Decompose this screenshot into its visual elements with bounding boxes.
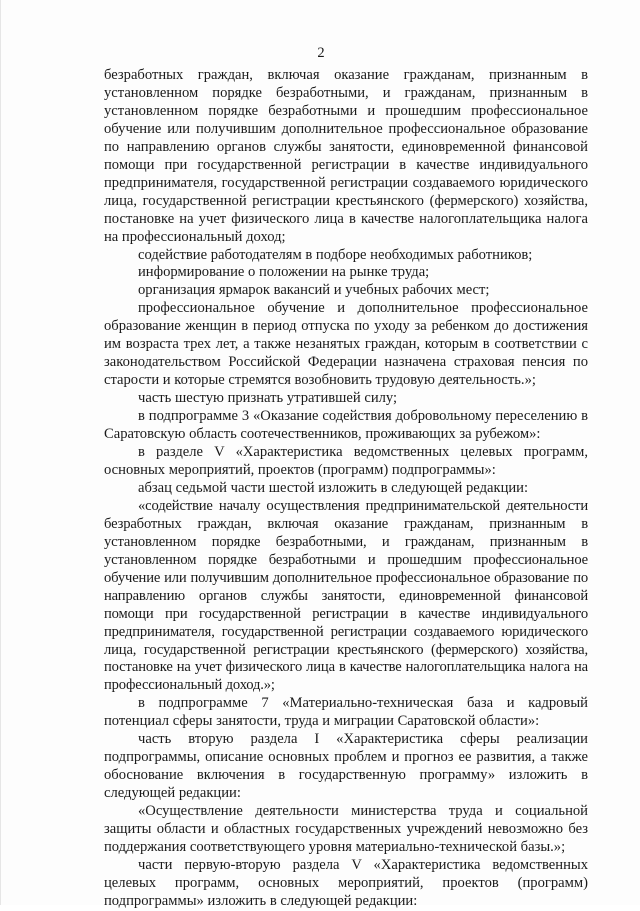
paragraph-4: организация ярмарок вакансий и учебных рабочих мест;: [138, 282, 490, 299]
paragraph-2: содействие работодателям в подборе необходимых работников;: [138, 246, 533, 263]
paragraph-14: части первую-вторую раздела V «Характеристика ведомственных целевых программ, основных мероприятий, проектов (программ) подпрограммы» изложить в следующей редакции:: [104, 856, 588, 909]
paragraph-10: «содействие началу осуществления предпринимательской деятельности безработных граждан, включая оказание гражданам, признанным в установленном порядке безработными, и гражданам, признанным в установленном порядке безработными и прошедшим профессиональное обучение или получившим дополнительное профессиональное образование по направлению органов службы занятости, единовременной финансовой помощи при государственной регистрации в качестве индивидуального предпринимателя, государственной регистрации создаваемого юридического лица, государственной регистрации крестьянского (фермерского) хозяйства, постановке на учет физического лица в качестве налогоплательщика налога на профессиональный доход.»;: [104, 497, 588, 694]
paragraph-12: часть вторую раздела I «Характеристика сферы реализации подпрограммы, описание основных проблем и прогноз ее развития, а также обоснование включения в государственную программу» изложить в следующей редакции:: [104, 731, 588, 802]
page-number: 2: [317, 45, 325, 61]
paragraph-1: безработных граждан, включая оказание гражданам, признанным в установленном порядке безработными, и гражданам, признанным в установленном порядке безработными и прошедшим профессиональное обучение или получившим дополнительное профессиональное образование по направлению органов службы занятости, единовременной финансовой помощи при государственной регистрации в качестве индивидуального предпринимателя, государственной регистрации создаваемого юридического лица, государственной регистрации крестьянского (фермерского) хозяйства, постановке на учет физического лица в качестве налогоплательщика налога на профессиональный доход;: [104, 67, 588, 245]
paragraph-11: в подпрограмме 7 «Материально-техническая база и кадровый потенциал сферы занятости, труда и миграции Саратовской области»:: [104, 695, 588, 730]
paragraph-7: в подпрограмме 3 «Оказание содействия добровольному переселению в Саратовскую область соотечественников, проживающих за рубежом»:: [104, 408, 588, 443]
paragraph-6: часть шестую признать утратившей силу;: [138, 390, 398, 407]
paragraph-13: «Осуществление деятельности министерства труда и социальной защиты области и областных государственных учреждений невозможно без поддержания соответствующего уровня материально-технической базы.»;: [104, 803, 588, 855]
paragraph-3: информирование о положении на рынке труда;: [138, 264, 430, 281]
paragraph-5: профессиональное обучение и дополнительное профессиональное образование женщин в период отпуска по уходу за ребенком до достижения им возраста трех лет, а также незанятых граждан, которым в соответствии с законодательством Российской Федерации назначена страховая пенсия по старости и которые стремятся возобновить трудовую деятельность.»;: [104, 300, 588, 389]
paragraph-9: абзац седьмой части шестой изложить в следующей редакции:: [138, 479, 529, 496]
paragraph-8: в разделе V «Характеристика ведомственных целевых программ, основных мероприятий, проектов (программ) подпрограммы»:: [104, 444, 588, 478]
document-body: [104, 67, 588, 911]
